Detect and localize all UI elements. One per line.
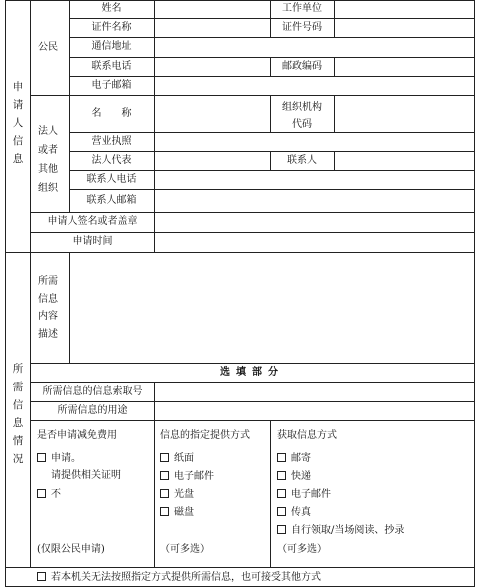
purpose-field[interactable] — [155, 404, 473, 419]
checkbox[interactable] — [37, 453, 46, 462]
contact-label: 联系人 — [287, 155, 317, 166]
section-label-applicant: 申 请 人 信 息 — [12, 81, 24, 165]
media-option-email[interactable]: 电子邮件 — [160, 471, 214, 483]
legal-rep-field[interactable] — [155, 155, 269, 169]
checkbox[interactable] — [277, 489, 286, 498]
row-line — [69, 151, 474, 152]
section-divider — [5, 252, 474, 253]
postcode-field[interactable] — [335, 61, 473, 75]
fee-header: 是否申请减免费用 — [37, 430, 117, 441]
phone-field[interactable] — [155, 61, 269, 75]
checkbox[interactable] — [160, 489, 169, 498]
fee-option-no[interactable]: 不 — [37, 489, 61, 501]
signature-label: 申请人签名或者盖章 — [47, 216, 138, 227]
legal-rep-label: 法人代表 — [91, 155, 132, 166]
media-option-cd[interactable]: 光盘 — [160, 489, 194, 501]
contact-field[interactable] — [335, 155, 473, 169]
col-line — [270, 420, 271, 567]
desc-label: 所需 信息 内容 描述 — [38, 276, 58, 340]
section-label-info: 所 需 信 息 情 况 — [12, 363, 24, 465]
alternative-option[interactable]: 若本机关无法按照指定方式提供所需信息，也可接受其他方式 — [37, 572, 321, 584]
desc-field[interactable] — [71, 254, 473, 362]
org-code-field[interactable] — [335, 97, 473, 131]
row-line — [69, 170, 474, 171]
checkbox[interactable] — [37, 489, 46, 498]
checkbox[interactable] — [277, 525, 286, 534]
work-unit-field[interactable] — [335, 3, 473, 17]
row-line — [30, 232, 474, 233]
date-label: 申请时间 — [72, 236, 113, 247]
checkbox[interactable] — [277, 453, 286, 462]
row-line — [69, 57, 474, 58]
fee-option-apply[interactable]: 申请。 — [37, 453, 81, 465]
delivery-header: 获取信息方式 — [277, 430, 337, 441]
media-option-disk[interactable]: 磁盘 — [160, 507, 194, 519]
row-line — [30, 212, 474, 213]
checkbox[interactable] — [37, 572, 46, 581]
citizen-label: 公民 — [38, 42, 58, 53]
row-line — [30, 95, 474, 96]
address-field[interactable] — [155, 41, 473, 55]
contact-email-label: 联系人邮箱 — [86, 195, 137, 206]
delivery-option-email[interactable]: 电子邮件 — [277, 489, 331, 501]
name-label: 姓名 — [101, 3, 122, 14]
media-header: 信息的指定提供方式 — [160, 430, 250, 441]
purpose-label: 所需信息的用途 — [57, 405, 128, 416]
license-label: 营业执照 — [91, 136, 132, 147]
work-unit-label: 工作单位 — [282, 3, 322, 14]
row-line — [69, 18, 474, 19]
org-name-label: 名 称 — [91, 108, 132, 119]
checkbox[interactable] — [277, 471, 286, 480]
row-line — [30, 382, 474, 383]
org-name-field[interactable] — [155, 97, 269, 131]
license-field[interactable] — [155, 136, 473, 150]
col-line — [69, 252, 70, 363]
checkbox[interactable] — [160, 453, 169, 462]
row-line — [30, 420, 474, 421]
id-name-label: 证件名称 — [91, 22, 132, 33]
delivery-option-fax[interactable]: 传真 — [277, 507, 311, 519]
signature-field[interactable] — [155, 215, 473, 231]
email-field[interactable] — [155, 80, 473, 94]
id-number-field[interactable] — [335, 22, 473, 36]
fee-note: 请提供相关证明 — [51, 470, 121, 481]
contact-phone-field[interactable] — [155, 174, 473, 188]
delivery-option-mail[interactable]: 邮寄 — [277, 453, 311, 465]
table-border — [5, 586, 474, 587]
checkbox[interactable] — [277, 507, 286, 516]
row-line — [30, 401, 474, 402]
delivery-option-express[interactable]: 快递 — [277, 471, 311, 483]
name-field[interactable] — [155, 3, 269, 17]
row-line — [5, 567, 474, 568]
index-field[interactable] — [155, 385, 473, 400]
table-border — [474, 0, 475, 587]
delivery-option-pickup[interactable]: 自行领取/当场阅读、抄录 — [277, 525, 404, 537]
table-border — [5, 0, 474, 1]
table-border — [30, 0, 31, 567]
row-line — [69, 76, 474, 77]
postcode-label: 邮政编码 — [282, 61, 322, 72]
address-label: 通信地址 — [91, 41, 132, 52]
date-field[interactable] — [155, 235, 473, 251]
options-header: 选填部分 — [220, 367, 284, 378]
org-label: 法人 或者 其他 组织 — [38, 126, 58, 194]
fee-footer: (仅限公民申请) — [37, 544, 105, 555]
media-footer: （可多选） — [160, 544, 210, 555]
row-line — [69, 37, 474, 38]
contact-email-field[interactable] — [155, 193, 473, 210]
contact-phone-label: 联系人电话 — [86, 174, 137, 185]
email-label: 电子邮箱 — [91, 80, 132, 91]
phone-label: 联系电话 — [91, 61, 132, 72]
id-name-field[interactable] — [155, 22, 269, 36]
index-label: 所需信息的信息索取号 — [42, 386, 143, 397]
id-number-label: 证件号码 — [282, 22, 322, 33]
col-line — [154, 420, 155, 567]
table-border — [5, 0, 6, 587]
media-option-paper[interactable]: 纸面 — [160, 453, 194, 465]
row-line — [69, 189, 474, 190]
org-code-label: 组织机构 代码 — [282, 102, 322, 130]
row-line — [30, 363, 474, 364]
delivery-footer: （可多选） — [277, 544, 327, 555]
checkbox[interactable] — [160, 471, 169, 480]
checkbox[interactable] — [160, 507, 169, 516]
